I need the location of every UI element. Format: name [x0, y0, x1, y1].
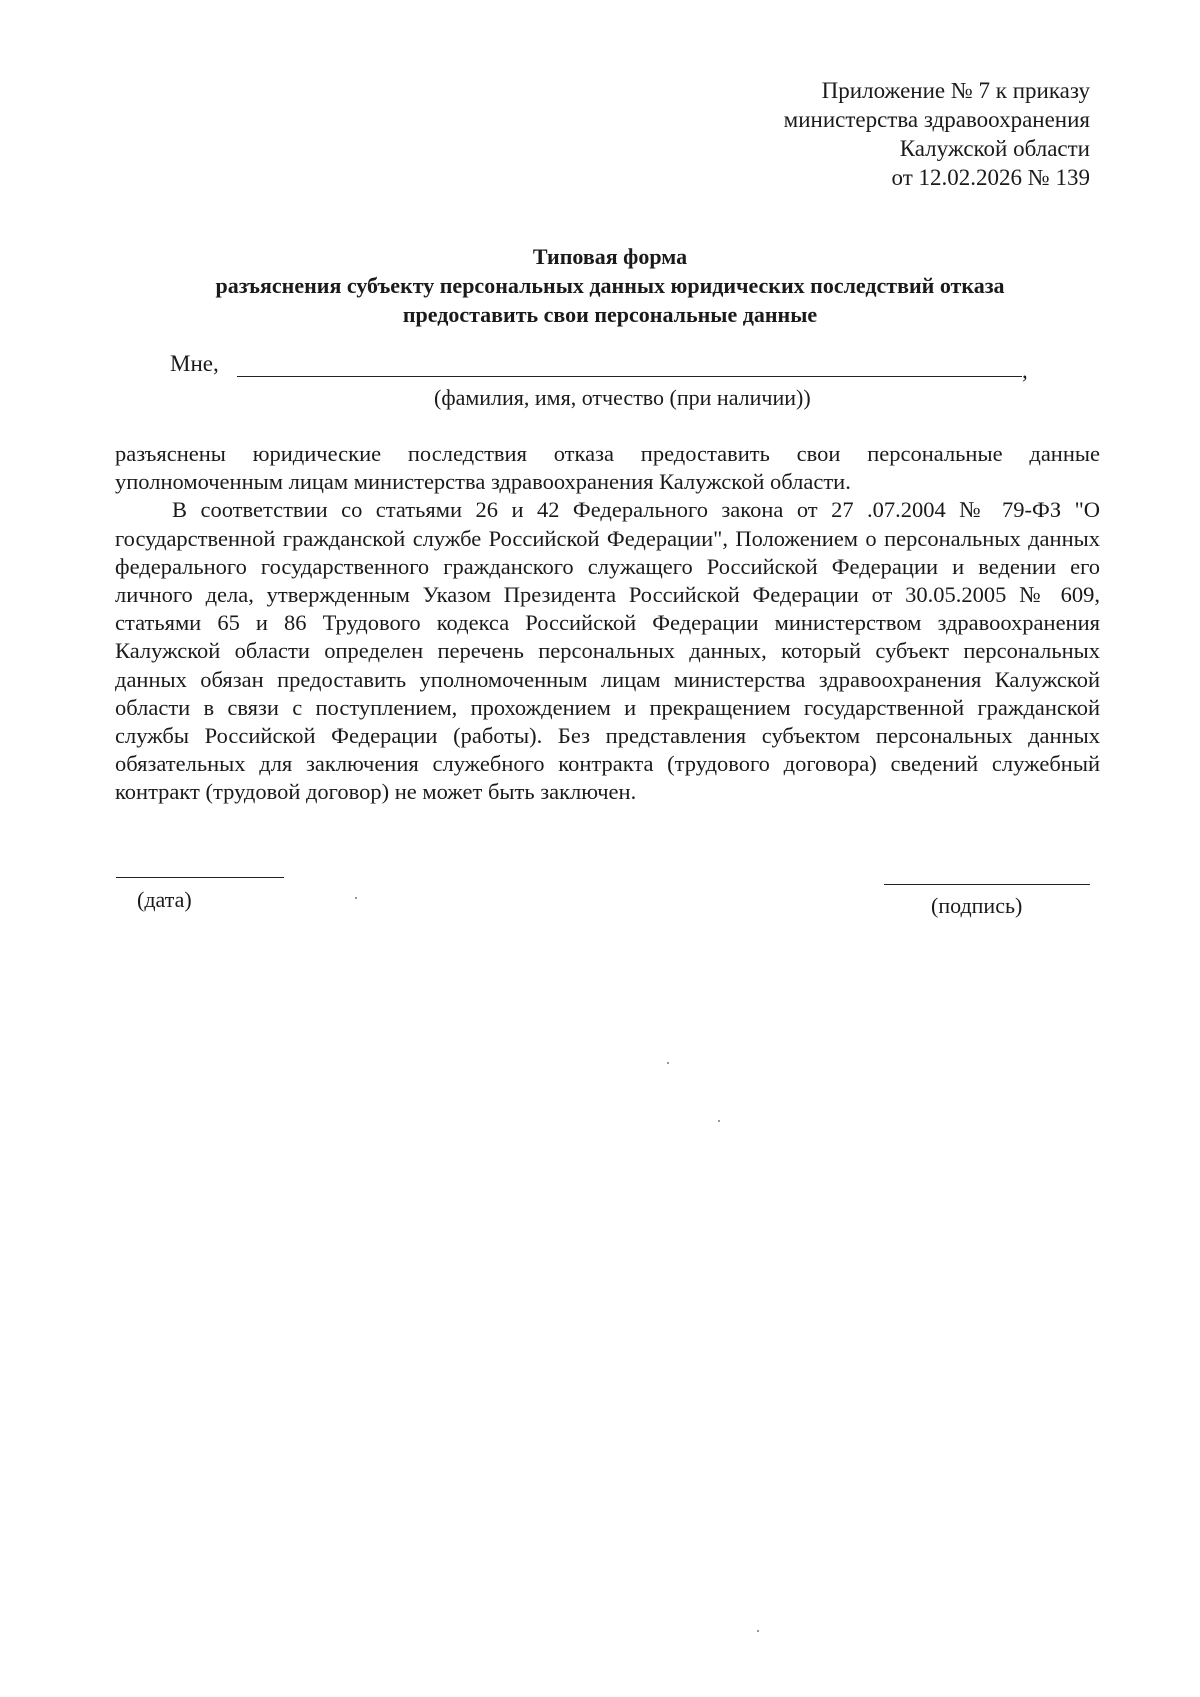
document-header: [784, 76, 1090, 192]
scan-speck: [355, 897, 357, 899]
scan-speck: [757, 1630, 759, 1632]
title-line-2: разъяснения субъекту персональных данных юридических последствий отказа: [215, 273, 1005, 298]
fio-comma: ,: [1022, 358, 1028, 383]
signature-fill-line[interactable]: [884, 884, 1090, 885]
fio-caption: (фамилия, имя, отчество (при наличии)): [434, 385, 811, 410]
scan-speck: [667, 1062, 669, 1064]
title-line-1: Типовая форма: [532, 244, 688, 269]
signature-caption: (подпись): [931, 893, 1023, 918]
header-line-ministry: министерства здравоохранения: [783, 107, 1090, 132]
recipient-prefix: Мне,: [170, 351, 219, 376]
body-text: [115, 440, 1100, 807]
date-caption: (дата): [137, 887, 192, 912]
body-paragraph-1: разъяснены юридические последствия отказа предоставить свои персональные данные уполномоченным лицам министерства здравоохранения Калужской области.: [115, 441, 1100, 495]
scan-speck: [718, 1120, 720, 1122]
header-line-order-date: от 12.02.2026 № 139: [891, 165, 1090, 190]
header-line-region: Калужской области: [899, 136, 1090, 161]
header-line-appendix: Приложение № 7 к приказу: [821, 78, 1090, 103]
date-fill-line[interactable]: [116, 877, 284, 878]
body-paragraph-2: В соответствии со статьями 26 и 42 Федерального закона от 27 .07.2004 № 79-ФЗ "О государственной гражданской службе Российской Федерации", Положением о персональных данных федерального государственного гражданского служащего Российской Федерации и ведении его личного дела, утвержденным Указом Президента Российской Федерации от 30.05.2005 № 609, статьями 65 и 86 Трудового кодекса Российской Федерации министерством здравоохранения Калужской области определен перечень персональных данных, который субъект персональных данных обязан предоставить уполномоченным лицам министерства здравоохранения Калужской области в связи с поступлением, прохождением и прекращением государственной гражданской службы Российской Федерации (работы). Без представления субъектом персональных данных обязательных для заключения служебного контракта (трудового договора) сведений служебный контракт (трудовой договор) не может быть заключен.: [115, 497, 1100, 805]
fio-fill-line[interactable]: [237, 376, 1022, 377]
document-title: [100, 242, 1120, 329]
title-line-3: предоставить свои персональные данные: [402, 302, 818, 327]
